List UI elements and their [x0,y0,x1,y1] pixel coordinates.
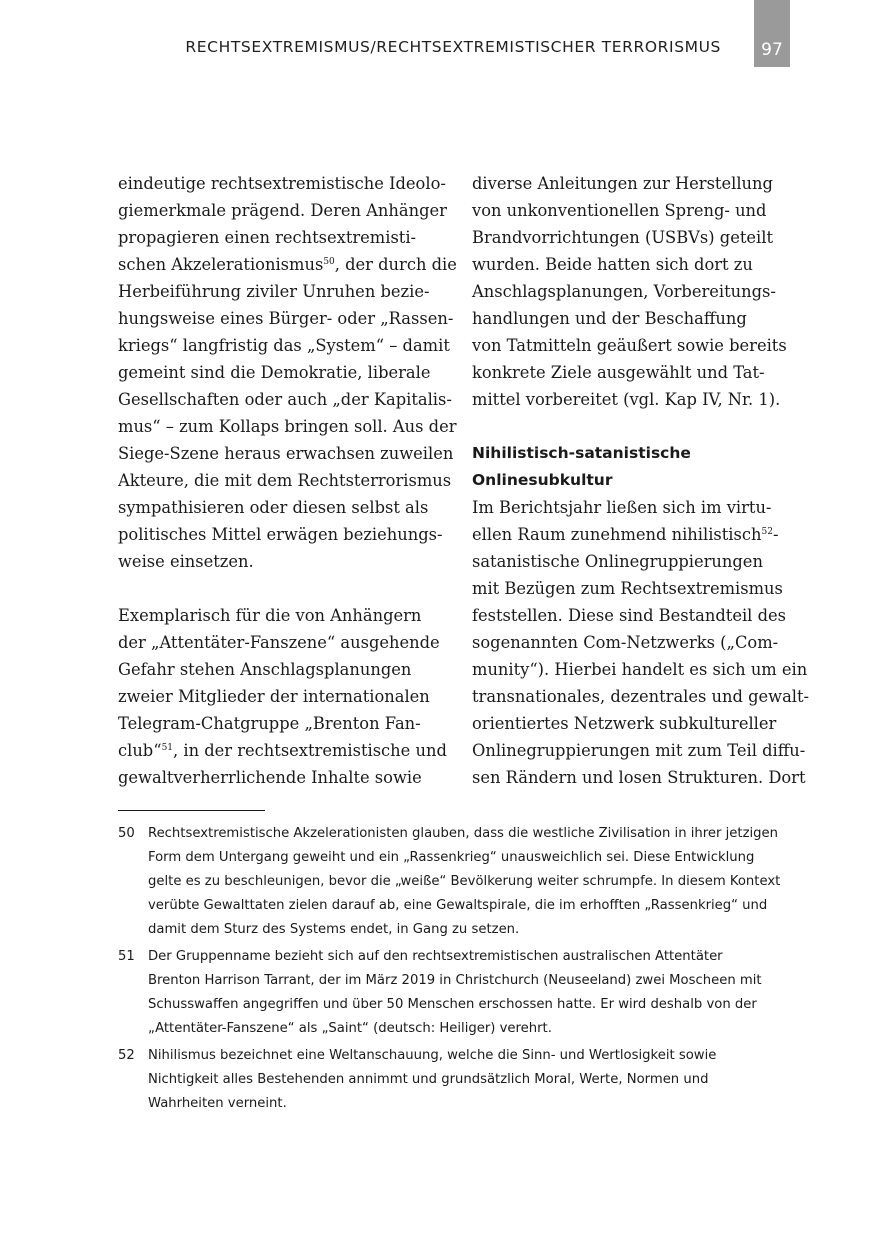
text-line: Brandvorrichtungen (USBVs) geteilt [472,228,773,247]
footnote-text-line: Nichtigkeit alles Bestehenden annimmt und grundsätzlich Moral, Werte, Normen und [148,1072,709,1087]
footnote-text-line: Form dem Untergang geweiht und ein „Rassenkrieg“ unausweichlich sei. Diese Entwicklung [148,850,755,865]
text-line: mus“ – zum Kollaps bringen soll. Aus der [118,417,457,436]
text-line: satanistische Onlinegruppierungen [472,552,763,571]
text-line: mittel vorbereitet (vgl. Kap IV, Nr. 1). [472,390,781,409]
footnote-text-line: „Attentäter-Fanszene“ als „Saint“ (deutsch: Heiliger) verehrt. [148,1021,552,1036]
footnote-reference[interactable]: 52 [761,527,773,537]
footnote-text-line: Rechtsextremistische Akzelerationisten glauben, dass die westliche Zivilisation in ihrer jetzigen [148,826,779,841]
page-number: 97 [761,40,783,60]
text-line: Telegram-Chatgruppe „Brenton Fan- [118,714,421,733]
footnote-text-line: Wahrheiten verneint. [148,1096,287,1111]
text-line: Akteure, die mit dem Rechtsterrorismus [118,471,452,490]
text-line: orientiertes Netzwerk subkultureller [472,714,777,733]
text-line: Siege-Szene heraus erwachsen zuweilen [118,444,454,463]
text-line: gewaltverherrlichende Inhalte sowie [118,768,422,787]
footnote [118,945,798,1041]
text-line: sogenannten Com-Netzwerks („Com- [472,633,779,652]
text-line: mit Bezügen zum Rechtsextremismus [472,579,783,598]
footnote-text-line: Brenton Harrison Tarrant, der im März 2019 in Christchurch (Neuseeland) zwei Moscheen mit [148,973,762,988]
footnote [118,822,798,942]
text-line: eindeutige rechtsextremistische Ideolo- [118,174,446,193]
footnote-text-line: Schusswaffen angegriffen und über 50 Menschen erschossen hatte. Er wird deshalb von der [148,997,757,1012]
paragraph [118,170,457,575]
text-line: sympathisieren oder diesen selbst als [118,498,429,517]
text-line: Onlinegruppierungen mit zum Teil diffu- [472,741,806,760]
body-column-right [472,170,810,791]
text-line: politisches Mittel erwägen beziehungs- [118,525,443,544]
text-line: propagieren einen rechtsextremisti- [118,228,417,247]
text-line: giemerkmale prägend. Deren Anhänger [118,201,447,220]
running-header-title: RECHTSEXTREMISMUS/RECHTSEXTREMISTISCHER TERRORISMUS [185,38,721,56]
footnote [118,1044,798,1116]
text-line: Im Berichtsjahr ließen sich im virtu- [472,498,772,517]
text-line: konkrete Ziele ausgewählt und Tat- [472,363,765,382]
text-line: von Tatmitteln geäußert sowie bereits [472,336,787,355]
text-line: club“$^{51}$, in der rechtsextremistische und [118,741,447,760]
text-line: hungsweise eines Bürger- oder „Rassen- [118,309,454,328]
paragraph [118,602,448,791]
text-line: zweier Mitglieder der internationalen [118,687,430,706]
footnote-text-line: Nihilismus bezeichnet eine Weltanschauung, welche die Sinn- und Wertlosigkeit sowie [148,1048,717,1063]
text-line: Onlinesubkultur [472,471,613,489]
text-line: gemeint sind die Demokratie, liberale [118,363,431,382]
text-line: Herbeiführung ziviler Unruhen bezie- [118,282,430,301]
text-line: wurden. Beide hatten sich dort zu [472,255,753,274]
section-heading [472,440,802,494]
text-line: Nihilistisch-satanistische [472,444,691,462]
text-line: sen Rändern und losen Strukturen. Dort [472,768,806,787]
footnote-number: 50 [118,826,135,841]
text-line: kriegs“ langfristig das „System“ – damit [118,336,450,355]
footnote-text-line: verübte Gewalttaten zielen darauf ab, eine Gewaltspirale, die im erhofften „Rassenkrieg“ und [148,898,768,913]
text-line: schen Akzelerationismus$^{50}$, der durch die [118,255,457,274]
footnote-number: 52 [118,1048,135,1063]
text-line: diverse Anleitungen zur Herstellung [472,174,773,193]
text-line: feststellen. Diese sind Bestandteil des [472,606,786,625]
footnote-text-line: Der Gruppenname bezieht sich auf den rechtsextremistischen australischen Attentäter [148,949,723,964]
body-column-left [118,170,457,791]
footnote-reference[interactable]: 51 [161,743,174,753]
text-line: Exemplarisch für die von Anhängern [118,606,422,625]
footnote-text-line: gelte es zu beschleunigen, bevor die „weiße“ Bevölkerung weiter schrumpfe. In diesem Kontext [148,874,781,889]
text-line: munity“). Hierbei handelt es sich um ein [472,660,808,679]
text-line: weise einsetzen. [118,552,254,571]
footnote-number: 51 [118,949,135,964]
text-line: transnationales, dezentrales und gewalt- [472,687,810,706]
text-line: von unkonventionellen Spreng- und [472,201,767,220]
text-line: ellen Raum zunehmend nihilistisch$^{52}$- [472,525,779,544]
footnote-reference[interactable]: 50 [323,257,335,267]
paragraph [472,494,810,791]
text-line: Gesellschaften oder auch „der Kapitalis- [118,390,452,409]
footnotes [118,822,798,1119]
text-line: handlungen und der Beschaffung [472,309,747,328]
page-number-tab [754,0,790,67]
text-line: der „Attentäter-Fanszene“ ausgehende [118,633,440,652]
footnote-text-line: damit dem Sturz des Systems endet, in Gang zu setzen. [148,922,520,937]
paragraph [472,170,802,413]
text-line: Gefahr stehen Anschlagsplanungen [118,660,412,679]
text-line: Anschlagsplanungen, Vorbereitungs- [472,282,776,301]
footnote-separator [118,810,265,811]
